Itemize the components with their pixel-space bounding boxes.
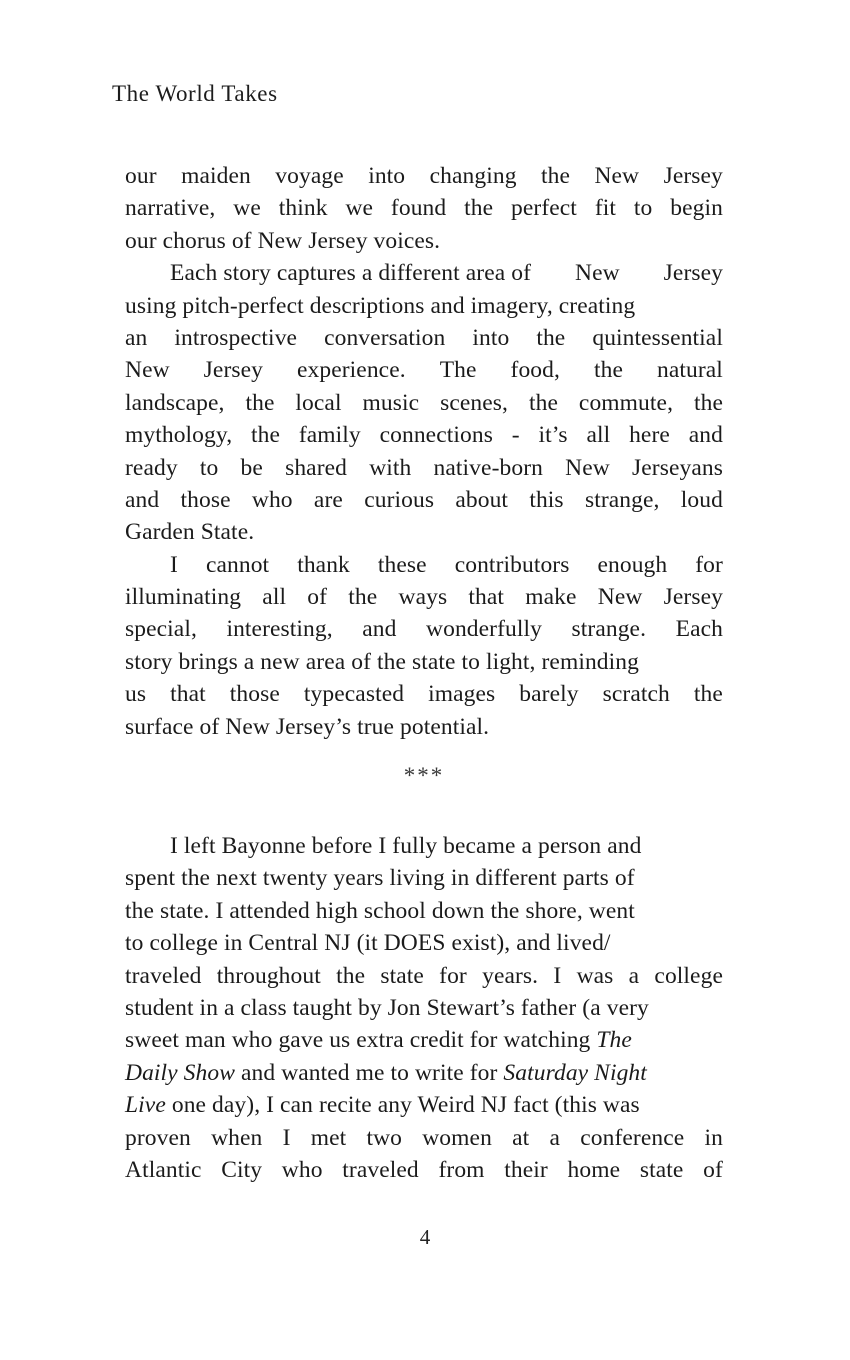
word: I: [553, 962, 562, 989]
text-line: [125, 357, 723, 389]
word: to college in Central NJ (it DOES exist), and lived/: [125, 930, 611, 957]
word: about: [455, 486, 509, 513]
text-run: [125, 1027, 632, 1054]
word: Atlantic: [125, 1156, 202, 1183]
word: I: [282, 1124, 291, 1151]
word: loud: [680, 486, 723, 513]
italic-title: The: [596, 1027, 632, 1054]
body-text-block-upper: [125, 163, 723, 746]
page-number: 4: [419, 1225, 431, 1249]
word: that: [468, 584, 505, 611]
word: the: [528, 389, 558, 416]
word: family: [298, 422, 361, 449]
word: Garden State.: [125, 519, 255, 546]
word: it’s: [538, 422, 568, 449]
word: think: [278, 195, 328, 222]
word: we: [345, 195, 374, 222]
word: fit: [594, 195, 616, 222]
text-line: [125, 865, 723, 897]
word: begin: [670, 195, 723, 222]
word: images: [428, 681, 496, 708]
word: traveled: [342, 1156, 419, 1183]
text-line: [125, 963, 723, 995]
word: New: [565, 454, 610, 481]
word: who: [251, 486, 293, 513]
text-line: [125, 1060, 723, 1092]
word: native-born: [433, 454, 543, 481]
word: music: [362, 389, 420, 416]
word: for: [439, 962, 467, 989]
text-span: sweet man who gave us extra credit for watching: [125, 1027, 597, 1054]
word: curious: [364, 486, 435, 513]
word: local: [295, 389, 342, 416]
text-line: [125, 519, 723, 551]
word: all: [262, 584, 287, 611]
word: state: [639, 1156, 684, 1183]
word: using pitch-perfect descriptions and imagery, creating: [125, 292, 636, 319]
text-line: [125, 293, 723, 325]
word: strange.: [571, 616, 647, 643]
word: we: [233, 195, 261, 222]
word: Jerseyans: [632, 454, 723, 481]
word: the: [464, 195, 494, 222]
word: for: [695, 551, 723, 578]
word: met: [310, 1124, 347, 1151]
word: I left Bayonne before I fully became a person and: [170, 833, 642, 859]
word: strange,: [584, 486, 660, 513]
word: our chorus of New Jersey voices.: [125, 227, 441, 254]
text-span: and wanted me to write for: [235, 1059, 504, 1086]
text-line: [125, 995, 723, 1027]
word: the: [693, 681, 723, 708]
word: wonderfully: [426, 616, 542, 643]
word: student in a class taught by Jon Stewart’s father (a very: [125, 994, 649, 1021]
text-span: one day), I can recite any Weird NJ fact (this was: [165, 1092, 640, 1119]
word: those: [229, 681, 280, 708]
text-line: [125, 1125, 723, 1157]
word: interesting,: [226, 616, 333, 643]
word: college: [654, 962, 723, 989]
text-line: [125, 714, 723, 746]
word: voyage: [275, 163, 344, 189]
word: natural: [656, 357, 723, 384]
word: food,: [510, 357, 560, 384]
italic-title: Saturday Night: [503, 1059, 647, 1086]
word: maiden: [181, 163, 251, 189]
word: narrative,: [125, 195, 216, 222]
word: scratch: [602, 681, 670, 708]
paragraph: [125, 163, 723, 260]
word: I: [170, 551, 178, 578]
word: make: [525, 584, 577, 611]
word: conversation: [324, 324, 446, 351]
word: home: [567, 1156, 621, 1183]
word: contributors: [454, 551, 570, 578]
word: in: [704, 1124, 723, 1151]
word: illuminating: [125, 584, 242, 611]
word: state: [380, 962, 424, 989]
text-line: [125, 681, 723, 713]
text-line: [125, 584, 723, 616]
body-text-block-lower: [125, 833, 723, 1189]
text-line: [125, 163, 723, 195]
word: typecasted: [303, 681, 405, 708]
word: Jersey: [663, 260, 723, 287]
word: years.: [482, 962, 539, 989]
text-line: [125, 1157, 723, 1189]
running-head: The World Takes: [112, 81, 278, 106]
word: their: [504, 1156, 548, 1183]
word: women: [422, 1124, 492, 1151]
word: connections: [379, 422, 493, 449]
text-line: [125, 455, 723, 487]
word: story brings a new area of the state to light, reminding: [125, 648, 639, 675]
word: us: [125, 681, 147, 708]
word: introspective: [174, 324, 298, 351]
word: traveled: [125, 962, 202, 989]
text-run: [125, 1092, 640, 1119]
text-run: [125, 1060, 647, 1087]
word: into: [368, 163, 406, 189]
word: the: [541, 163, 571, 189]
text-line: [125, 833, 723, 865]
text-line: [125, 552, 723, 584]
word: the: [251, 422, 281, 449]
text-line: [125, 228, 723, 260]
word: of: [703, 1156, 723, 1183]
text-line: [125, 1092, 723, 1124]
word: special,: [125, 616, 197, 643]
word: barely: [519, 681, 579, 708]
text-line: [125, 325, 723, 357]
word: the: [336, 962, 366, 989]
word: -: [511, 422, 520, 449]
section-divider: ***: [403, 763, 445, 788]
word: be: [240, 454, 263, 481]
word: surface of New Jersey’s true potential.: [125, 713, 490, 740]
word: conference: [580, 1124, 685, 1151]
word: changing: [429, 163, 517, 189]
paragraph: [125, 552, 723, 746]
word: this: [529, 486, 564, 513]
word: and: [125, 486, 160, 513]
word: mythology,: [125, 422, 233, 449]
text-line: [125, 195, 723, 227]
word: a: [549, 1124, 561, 1151]
word: commute,: [578, 389, 674, 416]
word: Each: [675, 616, 723, 643]
word: the: [593, 357, 623, 384]
word: when: [211, 1124, 263, 1151]
word: Jersey: [663, 163, 723, 189]
word: the state. I attended high school down the shore, went: [125, 897, 635, 924]
word: into: [472, 324, 510, 351]
word: scenes,: [440, 389, 509, 416]
text-line: [125, 260, 723, 292]
word: and: [362, 616, 397, 643]
word: are: [313, 486, 343, 513]
word: perfect: [511, 195, 577, 222]
word: with: [369, 454, 412, 481]
word: two: [366, 1124, 403, 1151]
word: shared: [285, 454, 348, 481]
paragraph: [125, 260, 723, 552]
text-line: [125, 1027, 723, 1059]
word: throughout: [216, 962, 321, 989]
text-line: [125, 422, 723, 454]
word: that: [170, 681, 206, 708]
word: Jersey: [203, 357, 263, 384]
word: and: [688, 422, 723, 449]
word: our: [125, 163, 157, 189]
word: the: [536, 324, 566, 351]
word: thank: [297, 551, 350, 578]
word: found: [390, 195, 447, 222]
word: City: [221, 1156, 263, 1183]
word: the: [245, 389, 275, 416]
word: of: [307, 584, 328, 611]
word: enough: [597, 551, 668, 578]
word: to: [199, 454, 219, 481]
word: all: [586, 422, 611, 449]
word: cannot: [205, 551, 270, 578]
word: spent the next twenty years living in different parts of: [125, 865, 635, 892]
word: was: [576, 962, 614, 989]
word: New: [575, 260, 620, 287]
word: at: [512, 1124, 530, 1151]
word: Each story captures a different area of: [170, 260, 532, 287]
word: ready: [125, 454, 178, 481]
word: proven: [125, 1124, 191, 1151]
word: Jersey: [663, 584, 723, 611]
word: these: [377, 551, 427, 578]
word: from: [438, 1156, 485, 1183]
text-line: [125, 930, 723, 962]
word: quintessential: [592, 324, 723, 351]
word: who: [281, 1156, 323, 1183]
word: to: [633, 195, 653, 222]
word: a: [628, 962, 640, 989]
text-line: [125, 898, 723, 930]
word: The: [439, 357, 477, 384]
word: those: [180, 486, 231, 513]
italic-title: Daily Show: [125, 1059, 236, 1086]
italic-title: Live: [125, 1092, 166, 1119]
text-line: [125, 616, 723, 648]
word: New: [594, 163, 640, 189]
text-line: [125, 487, 723, 519]
word: New: [597, 584, 643, 611]
word: here: [629, 422, 670, 449]
text-line: [125, 390, 723, 422]
paragraph: [125, 833, 723, 1189]
word: the: [693, 389, 723, 416]
word: landscape,: [125, 389, 225, 416]
word: New: [125, 357, 170, 384]
word: ways: [398, 584, 448, 611]
text-line: [125, 649, 723, 681]
word: experience.: [296, 357, 406, 384]
word: an: [125, 324, 148, 351]
word: the: [348, 584, 378, 611]
